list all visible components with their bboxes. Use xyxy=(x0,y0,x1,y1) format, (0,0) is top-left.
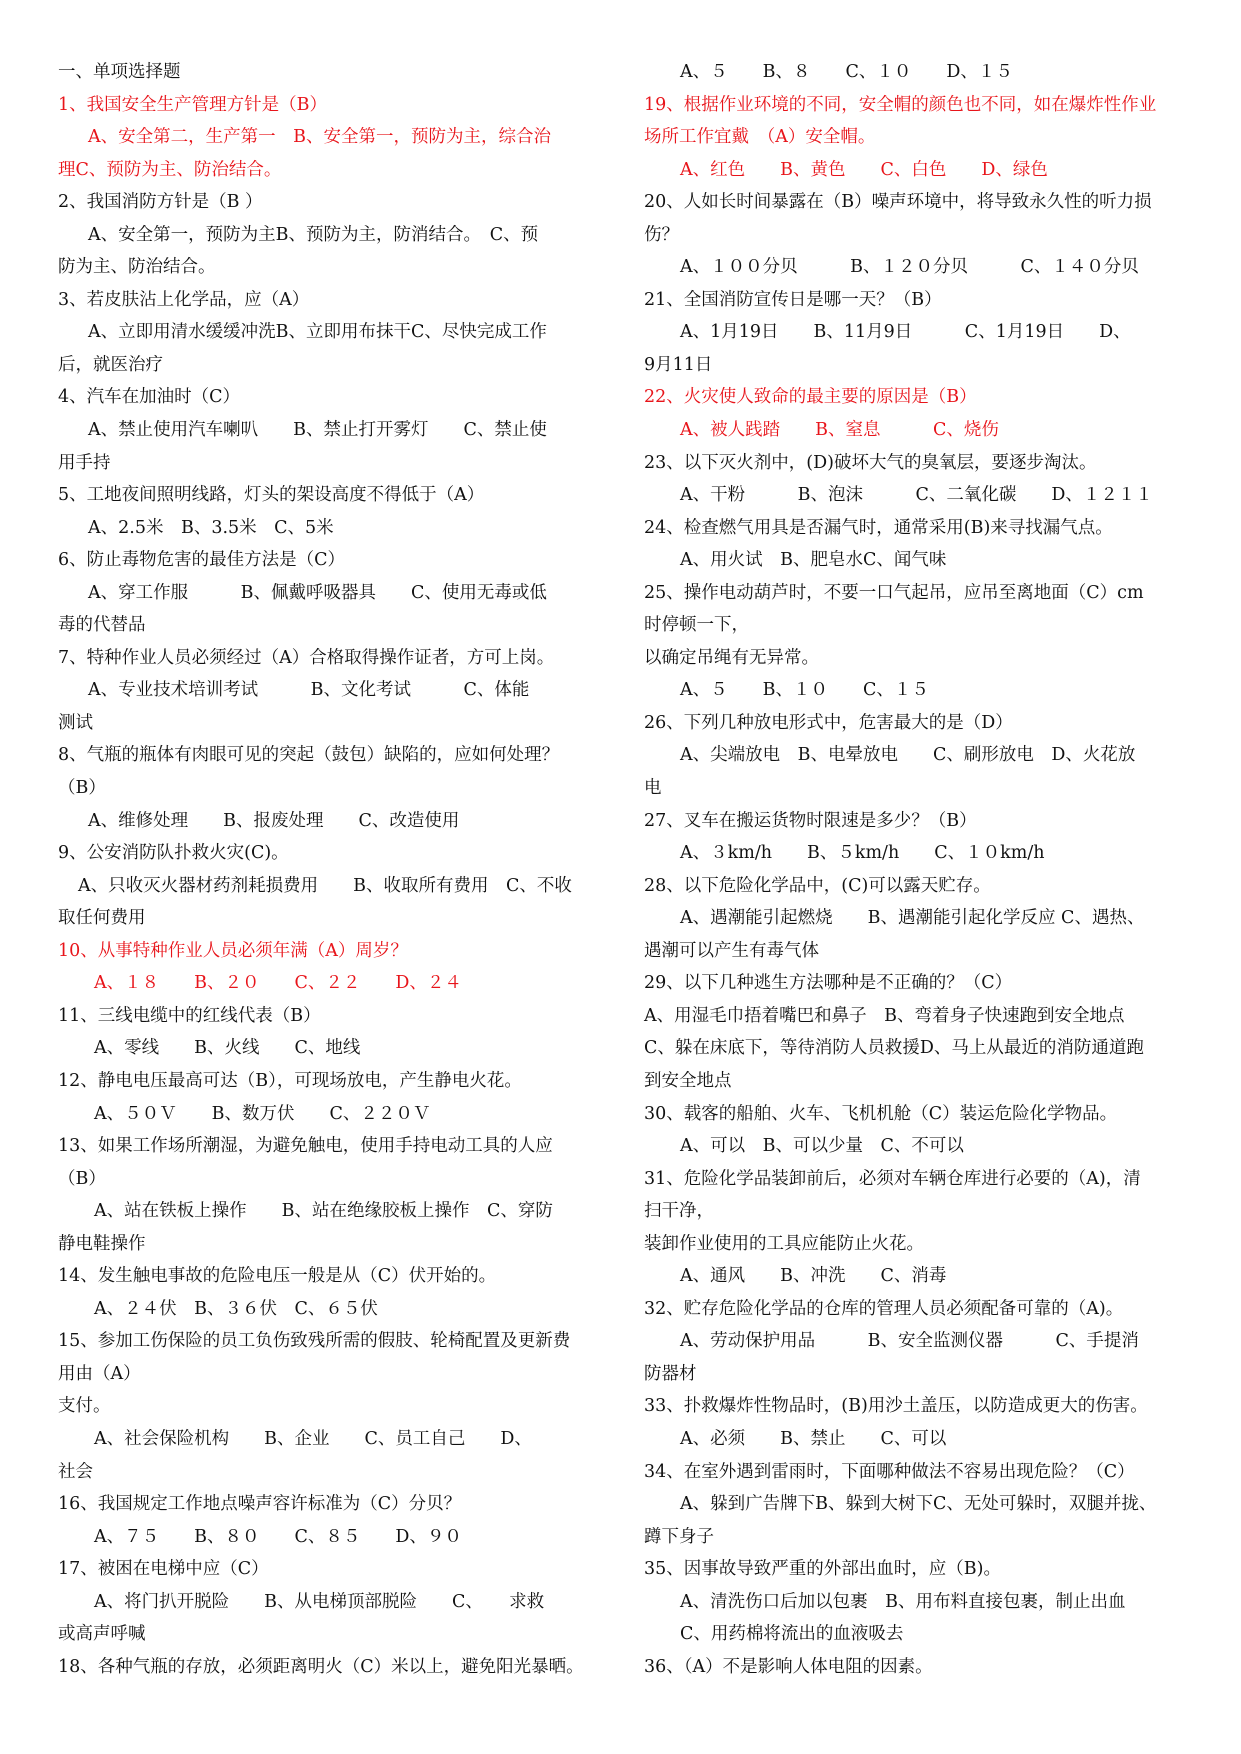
text-line: 毒的代替品 xyxy=(58,615,146,636)
text-line: A、将门扒开脱险 B、从电梯顶部脱险 C、 求救 xyxy=(94,1591,545,1612)
text-line: A、禁止使用汽车喇叭 B、禁止打开雾灯 C、禁止使 xyxy=(88,420,547,441)
text-line: 用手持 xyxy=(58,452,111,473)
text-line: 25、操作电动葫芦时，不要一口气起吊，应吊至离地面（C）cm xyxy=(644,582,1144,603)
text-line: 30、载客的船舶、火车、飞机机舱（C）装运危险化学物品。 xyxy=(644,1103,1118,1124)
text-line: A、５０Ｖ B、数万伏 C、２２０Ｖ xyxy=(94,1103,431,1124)
text-line: 蹲下身子 xyxy=(644,1526,714,1547)
text-line: 33、扑救爆炸性物品时，(B)用沙土盖压，以防造成更大的伤害。 xyxy=(644,1396,1148,1417)
text-line: 21、全国消防宣传日是哪一天？（B） xyxy=(644,289,942,310)
text-line: A、躲到广告牌下B、躲到大树下C、无处可躲时，双腿并拢、 xyxy=(680,1494,1157,1515)
text-line: A、安全第一，预防为主B、预防为主，防消结合。 C、预 xyxy=(88,224,539,245)
text-line: 时停顿一下， xyxy=(644,615,749,636)
text-line: 9月11日 xyxy=(644,354,713,375)
text-line: 20、人如长时间暴露在（B）噪声环境中，将导致永久性的听力损 xyxy=(644,192,1152,213)
text-line: 5、工地夜间照明线路，灯头的架设高度不得低于（A） xyxy=(58,485,485,506)
text-line: 32、贮存危险化学品的仓库的管理人员必须配备可靠的（A)。 xyxy=(644,1298,1124,1319)
text-line: 35、因事故导致严重的外部出血时，应（B)。 xyxy=(644,1559,1001,1580)
text-line: A、１００分贝 B、１２０分贝 C、１４０分贝 xyxy=(680,257,1139,278)
text-line: 16、我国规定工作地点噪声容许标准为（C）分贝？ xyxy=(58,1494,462,1515)
text-line: 28、以下危险化学品中，(C)可以露天贮存。 xyxy=(644,875,991,896)
text-line: 6、防止毒物危害的最佳方法是（C） xyxy=(58,550,346,571)
text-line: A、７５ B、８０ C、８５ D、９０ xyxy=(94,1526,462,1547)
text-line: A、用湿毛巾捂着嘴巴和鼻子 B、弯着身子快速跑到安全地点 xyxy=(644,1005,1125,1026)
text-line: 用由（A） xyxy=(58,1363,141,1384)
text-line: A、穿工作服 B、佩戴呼吸器具 C、使用无毒或低 xyxy=(88,582,547,603)
text-line: A、２４伏 B、３６伏 C、６５伏 xyxy=(94,1298,378,1319)
text-line: 29、以下几种逃生方法哪种是不正确的？（C） xyxy=(644,973,1013,994)
left-column xyxy=(58,56,615,1683)
text-line: A、站在铁板上操作 B、站在绝缘胶板上操作 C、穿防 xyxy=(94,1201,553,1222)
text-line: 装卸作业使用的工具应能防止火花。 xyxy=(644,1233,924,1254)
text-line: 静电鞋操作 xyxy=(58,1233,146,1254)
text-line: 9、公安消防队扑救火灾(C)。 xyxy=(58,843,289,864)
text-line: 27、叉车在搬运货物时限速是多少？（B） xyxy=(644,810,977,831)
text-line: A、５ B、１０ C、１５ xyxy=(680,680,929,701)
text-line: A、劳动保护用品 B、安全监测仪器 C、手提消 xyxy=(680,1331,1139,1352)
text-line: A、安全第二，生产第一 B、安全第一，预防为主，综合治 xyxy=(88,127,551,148)
text-line: A、只收灭火器材药剂耗损费用 B、收取所有费用 C、不收 xyxy=(78,875,572,896)
text-line: A、清洗伤口后加以包裹 B、用布料直接包裹，制止出血 xyxy=(680,1591,1126,1612)
text-line: 23、以下灭火剂中，(D)破坏大气的臭氧层，要逐步淘汰。 xyxy=(644,452,1097,473)
text-line: A、可以 B、可以少量 C、不可以 xyxy=(680,1136,964,1157)
text-line: A、３km/h B、５km/h C、１０km/h xyxy=(680,843,1045,864)
text-line: 26、下列几种放电形式中，危害最大的是（D） xyxy=(644,712,1013,733)
text-line: C、躲在床底下，等待消防人员救援D、马上从最近的消防通道跑 xyxy=(644,1038,1144,1059)
text-line: A、2.5米 B、3.5米 C、5米 xyxy=(88,517,334,538)
text-line: 3、若皮肤沾上化学品，应（A） xyxy=(58,289,310,310)
text-line: 遇潮可以产生有毒气体 xyxy=(644,940,819,961)
text-line: 伤？ xyxy=(644,224,679,245)
text-line: 31、危险化学品装卸前后，必须对车辆仓库进行必要的（A)，清 xyxy=(644,1168,1141,1189)
text-line: 电 xyxy=(644,778,662,799)
text-line: 或高声呼喊 xyxy=(58,1624,146,1645)
text-line: 17、被困在电梯中应（C） xyxy=(58,1559,269,1580)
text-line: 2、我国消防方针是（B ） xyxy=(58,192,263,213)
text-line: A、红色 B、黄色 C、白色 D、绿色 xyxy=(680,159,1048,180)
text-line: 24、检查燃气用具是否漏气时，通常采用(B)来寻找漏气点。 xyxy=(644,517,1113,538)
text-line: 19、根据作业环境的不同，安全帽的颜色也不同，如在爆炸性作业 xyxy=(644,94,1157,115)
text-line: A、通风 B、冲洗 C、消毒 xyxy=(680,1266,947,1287)
text-line: 12、静电电压最高可达（B），可现场放电，产生静电火花。 xyxy=(58,1070,522,1091)
text-line: A、立即用清水缓缓冲洗B、立即用布抹干C、尽快完成工作 xyxy=(88,322,547,343)
text-line: 13、如果工作场所潮湿，为避免触电，使用手持电动工具的人应 xyxy=(58,1136,553,1157)
right-column xyxy=(644,56,1204,1683)
text-line: 34、在室外遇到雷雨时，下面哪种做法不容易出现危险？（C） xyxy=(644,1461,1135,1482)
text-line: 支付。 xyxy=(58,1396,111,1417)
text-line: 1、我国安全生产管理方针是（B） xyxy=(58,94,327,115)
text-line: 11、三线电缆中的红线代表（B） xyxy=(58,1005,321,1026)
text-line: 测试 xyxy=(58,712,93,733)
text-line: 8、气瓶的瓶体有肉眼可见的突起（鼓包）缺陷的，应如何处理？ xyxy=(58,745,560,766)
text-line: 18、各种气瓶的存放，必须距离明火（C）米以上，避免阳光暴晒。 xyxy=(58,1656,584,1677)
text-line: A、1月19日 B、11月9日 C、1月19日 D、 xyxy=(680,322,1131,343)
text-line: 14、发生触电事故的危险电压一般是从（C）伏开始的。 xyxy=(58,1266,497,1287)
text-line: C、用药棉将流出的血液吸去 xyxy=(680,1624,904,1645)
text-line: （B） xyxy=(58,1168,106,1189)
text-line: 理C、预防为主、防治结合。 xyxy=(58,159,282,180)
text-line: A、专业技术培训考试 B、文化考试 C、体能 xyxy=(88,680,530,701)
text-line: 15、参加工伤保险的员工负伤致残所需的假肢、轮椅配置及更新费 xyxy=(58,1331,571,1352)
text-line: 以确定吊绳有无异常。 xyxy=(644,647,819,668)
text-line: 7、特种作业人员必须经过（A）合格取得操作证者，方可上岗。 xyxy=(58,647,555,668)
text-line: 防器材 xyxy=(644,1363,697,1384)
text-line: 场所工作宜戴 （A）安全帽。 xyxy=(644,127,876,148)
text-line: 防为主、防治结合。 xyxy=(58,257,216,278)
text-line: A、零线 B、火线 C、地线 xyxy=(94,1038,361,1059)
text-line: A、维修处理 B、报废处理 C、改造使用 xyxy=(88,810,460,831)
text-line: 一、单项选择题 xyxy=(58,62,181,82)
text-line: 取任何费用 xyxy=(58,908,146,929)
text-line: 10、从事特种作业人员必须年满（A）周岁？ xyxy=(58,940,408,961)
text-line: 到安全地点 xyxy=(644,1070,732,1091)
text-line: 社会 xyxy=(58,1461,93,1482)
text-line: 后，就医治疗 xyxy=(58,354,163,375)
text-line: A、社会保险机构 B、企业 C、员工自己 D、 xyxy=(94,1428,532,1449)
text-line: A、遇潮能引起燃烧 B、遇潮能引起化学反应 C、遇热、 xyxy=(680,908,1145,929)
text-line: A、１８ B、２０ C、２２ D、２４ xyxy=(94,973,462,994)
text-line: A、用火试 B、肥皂水C、闻气味 xyxy=(680,550,947,571)
text-line: A、尖端放电 B、电晕放电 C、刷形放电 D、火花放 xyxy=(680,745,1136,766)
text-line: A、５ B、８ C、１０ D、１５ xyxy=(680,62,1013,82)
text-line: A、干粉 B、泡沫 C、二氧化碳 D、１２１１ xyxy=(680,485,1153,506)
text-line: 22、火灾使人致命的最主要的原因是（B） xyxy=(644,387,977,408)
text-line: 扫干净， xyxy=(644,1201,714,1222)
text-line: （B） xyxy=(58,778,106,799)
text-line: 36、（A）不是影响人体电阻的因素。 xyxy=(644,1656,933,1677)
text-line: 4、汽车在加油时（C） xyxy=(58,387,241,408)
text-line: A、被人践踏 B、窒息 C、烧伤 xyxy=(680,420,999,441)
text-line: A、必须 B、禁止 C、可以 xyxy=(680,1428,947,1449)
